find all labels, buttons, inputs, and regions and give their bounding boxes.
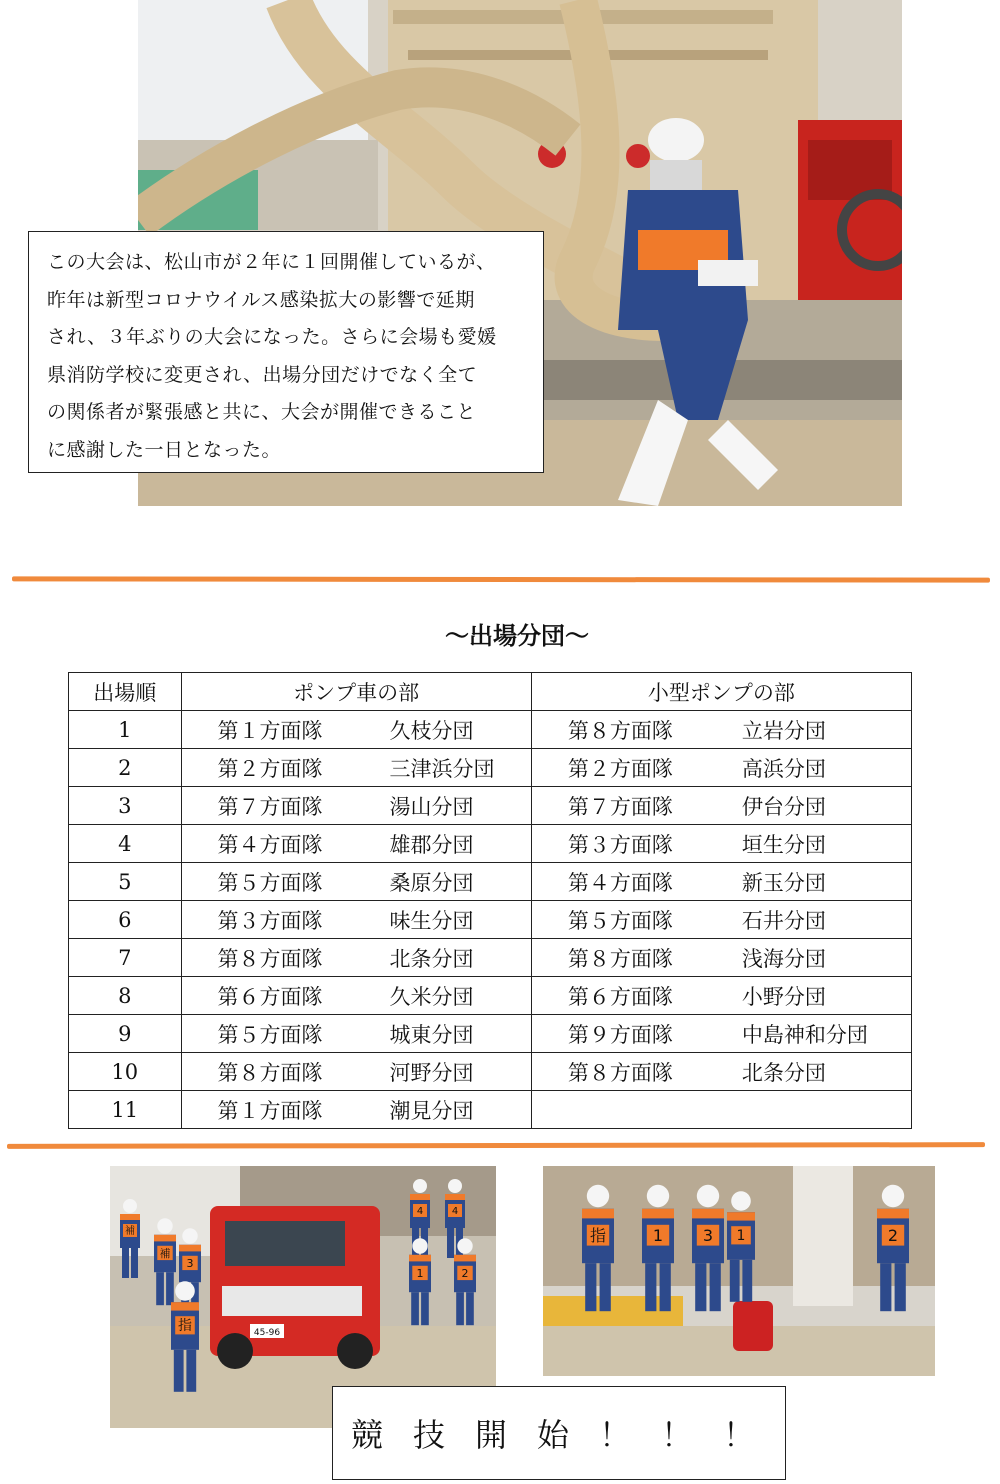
lineup-table xyxy=(68,672,912,1129)
order-cell: 7 xyxy=(69,939,182,977)
badge-label: 4 xyxy=(416,1206,424,1217)
small-team: 高浜分団 xyxy=(741,756,826,781)
section-title: ～出場分団～ xyxy=(445,622,589,650)
caption-line: 県消防学校に変更され、出場分団だけでなく全て xyxy=(47,363,478,386)
table-row xyxy=(69,711,912,749)
small-pump-cell xyxy=(531,1015,911,1053)
pump-unit: 第１方面隊 xyxy=(217,1098,323,1123)
pump-cell xyxy=(181,749,531,787)
pump-team: 河野分団 xyxy=(389,1060,474,1085)
pump-cell xyxy=(181,1091,531,1129)
pump-team: 雄郡分団 xyxy=(389,832,474,857)
small-pump-cell xyxy=(531,711,911,749)
pump-unit: 第７方面隊 xyxy=(217,794,323,819)
divider-rule xyxy=(7,1142,985,1149)
order-cell: 6 xyxy=(69,901,182,939)
pump-unit: 第１方面隊 xyxy=(217,718,323,743)
small-pump-cell xyxy=(531,901,911,939)
pump-team: 湯山分団 xyxy=(389,794,474,819)
header-small: 小型ポンプの部 xyxy=(531,673,911,711)
small-team: 伊台分団 xyxy=(741,794,826,819)
divider-rule xyxy=(12,576,990,582)
small-pump-cell xyxy=(531,1053,911,1091)
hero-caption-box xyxy=(28,231,544,473)
small-pump-cell xyxy=(531,787,911,825)
small-unit: 第３方面隊 xyxy=(567,832,673,857)
small-pump-cell xyxy=(531,939,911,977)
header-order: 出場順 xyxy=(69,673,182,711)
start-banner: 競技開始！！！ xyxy=(332,1386,786,1480)
small-team: 浅海分団 xyxy=(741,946,826,971)
pump-team: 久米分団 xyxy=(389,984,474,1009)
table-header-row xyxy=(69,673,912,711)
small-team: 垣生分団 xyxy=(741,832,826,857)
header-pump: ポンプ車の部 xyxy=(181,673,531,711)
table-row xyxy=(69,939,912,977)
order-cell: 8 xyxy=(69,977,182,1015)
pump-unit: 第８方面隊 xyxy=(217,1060,323,1085)
small-unit: 第９方面隊 xyxy=(567,1022,673,1047)
caption-line: の関係者が緊張感と共に、大会が開催できること xyxy=(47,401,477,423)
small-team: 中島神和分団 xyxy=(741,1022,868,1047)
table-row xyxy=(69,825,912,863)
small-unit: 第８方面隊 xyxy=(567,1060,673,1085)
badge-label: 1 xyxy=(736,1228,746,1245)
pump-cell xyxy=(181,901,531,939)
badge-label: 補 xyxy=(125,1226,135,1237)
pump-unit: 第３方面隊 xyxy=(217,908,323,933)
small-pump-cell xyxy=(531,1091,911,1129)
table-row xyxy=(69,787,912,825)
small-unit: 第８方面隊 xyxy=(567,946,673,971)
table-row xyxy=(69,1015,912,1053)
plate-text: 45-96 xyxy=(253,1328,281,1338)
pump-team: 潮見分団 xyxy=(389,1098,474,1123)
small-pump-cell xyxy=(531,977,911,1015)
pump-unit: 第５方面隊 xyxy=(217,870,323,895)
pump-unit: 第２方面隊 xyxy=(217,756,323,781)
small-unit: 第６方面隊 xyxy=(567,984,673,1009)
small-unit: 第４方面隊 xyxy=(567,870,673,895)
small-pump-cell xyxy=(531,825,911,863)
badge-label: 1 xyxy=(416,1266,424,1280)
small-pump-cell xyxy=(531,749,911,787)
table-row xyxy=(69,977,912,1015)
pump-team: 城東分団 xyxy=(389,1022,474,1047)
order-cell: 1 xyxy=(69,711,182,749)
small-team: 石井分団 xyxy=(741,908,826,933)
badge-label: 指 xyxy=(178,1318,192,1335)
pump-cell xyxy=(181,977,531,1015)
badge-label: 2 xyxy=(887,1225,899,1245)
badge-label: 3 xyxy=(702,1225,714,1245)
pump-team: 久枝分団 xyxy=(389,718,474,743)
badge-label: 指 xyxy=(589,1225,607,1245)
badge-label: 1 xyxy=(652,1225,664,1245)
table-row xyxy=(69,749,912,787)
pump-cell xyxy=(181,787,531,825)
small-team: 立岩分団 xyxy=(741,718,826,743)
caption-line: に感謝した一日となった。 xyxy=(47,438,282,461)
badge-label: 補 xyxy=(159,1246,171,1260)
small-team: 小野分団 xyxy=(741,984,826,1009)
pump-cell xyxy=(181,939,531,977)
table-row xyxy=(69,1091,912,1129)
pump-unit: 第５方面隊 xyxy=(217,1022,323,1047)
caption-line: され、３年ぶりの大会になった。さらに会場も愛媛 xyxy=(47,326,497,348)
pump-team: 味生分団 xyxy=(389,908,474,933)
small-team: 北条分団 xyxy=(741,1060,826,1085)
pump-cell xyxy=(181,711,531,749)
small-unit: 第８方面隊 xyxy=(567,718,673,743)
small-pump-cell xyxy=(531,863,911,901)
pump-unit: 第４方面隊 xyxy=(217,832,323,857)
order-cell: 4 xyxy=(69,825,182,863)
pump-team: 桑原分団 xyxy=(389,870,474,895)
badge-label: 4 xyxy=(451,1206,459,1217)
small-team: 新玉分団 xyxy=(741,870,826,895)
small-pump-team-photo xyxy=(543,1166,935,1376)
order-cell: 2 xyxy=(69,749,182,787)
order-cell: 9 xyxy=(69,1015,182,1053)
pump-unit: 第６方面隊 xyxy=(217,984,323,1009)
pump-team: 北条分団 xyxy=(389,946,474,971)
small-unit: 第５方面隊 xyxy=(567,908,673,933)
table-row xyxy=(69,863,912,901)
pump-team: 三津浜分団 xyxy=(389,756,495,781)
order-cell: 3 xyxy=(69,787,182,825)
order-cell: 10 xyxy=(69,1053,182,1091)
pump-cell xyxy=(181,825,531,863)
pump-cell xyxy=(181,1053,531,1091)
table-row xyxy=(69,1053,912,1091)
table-row xyxy=(69,901,912,939)
pump-unit: 第８方面隊 xyxy=(217,946,323,971)
pump-cell xyxy=(181,863,531,901)
order-cell: 5 xyxy=(69,863,182,901)
badge-label: 2 xyxy=(461,1266,469,1280)
caption-line: 昨年は新型コロナウイルス感染拡大の影響で延期 xyxy=(47,288,475,311)
badge-label: 3 xyxy=(186,1256,194,1270)
small-unit: 第２方面隊 xyxy=(567,756,673,781)
pump-cell xyxy=(181,1015,531,1053)
order-cell: 11 xyxy=(69,1091,182,1129)
small-unit: 第７方面隊 xyxy=(567,794,673,819)
caption-line: この大会は、松山市が２年に１回開催しているが、 xyxy=(47,251,496,273)
